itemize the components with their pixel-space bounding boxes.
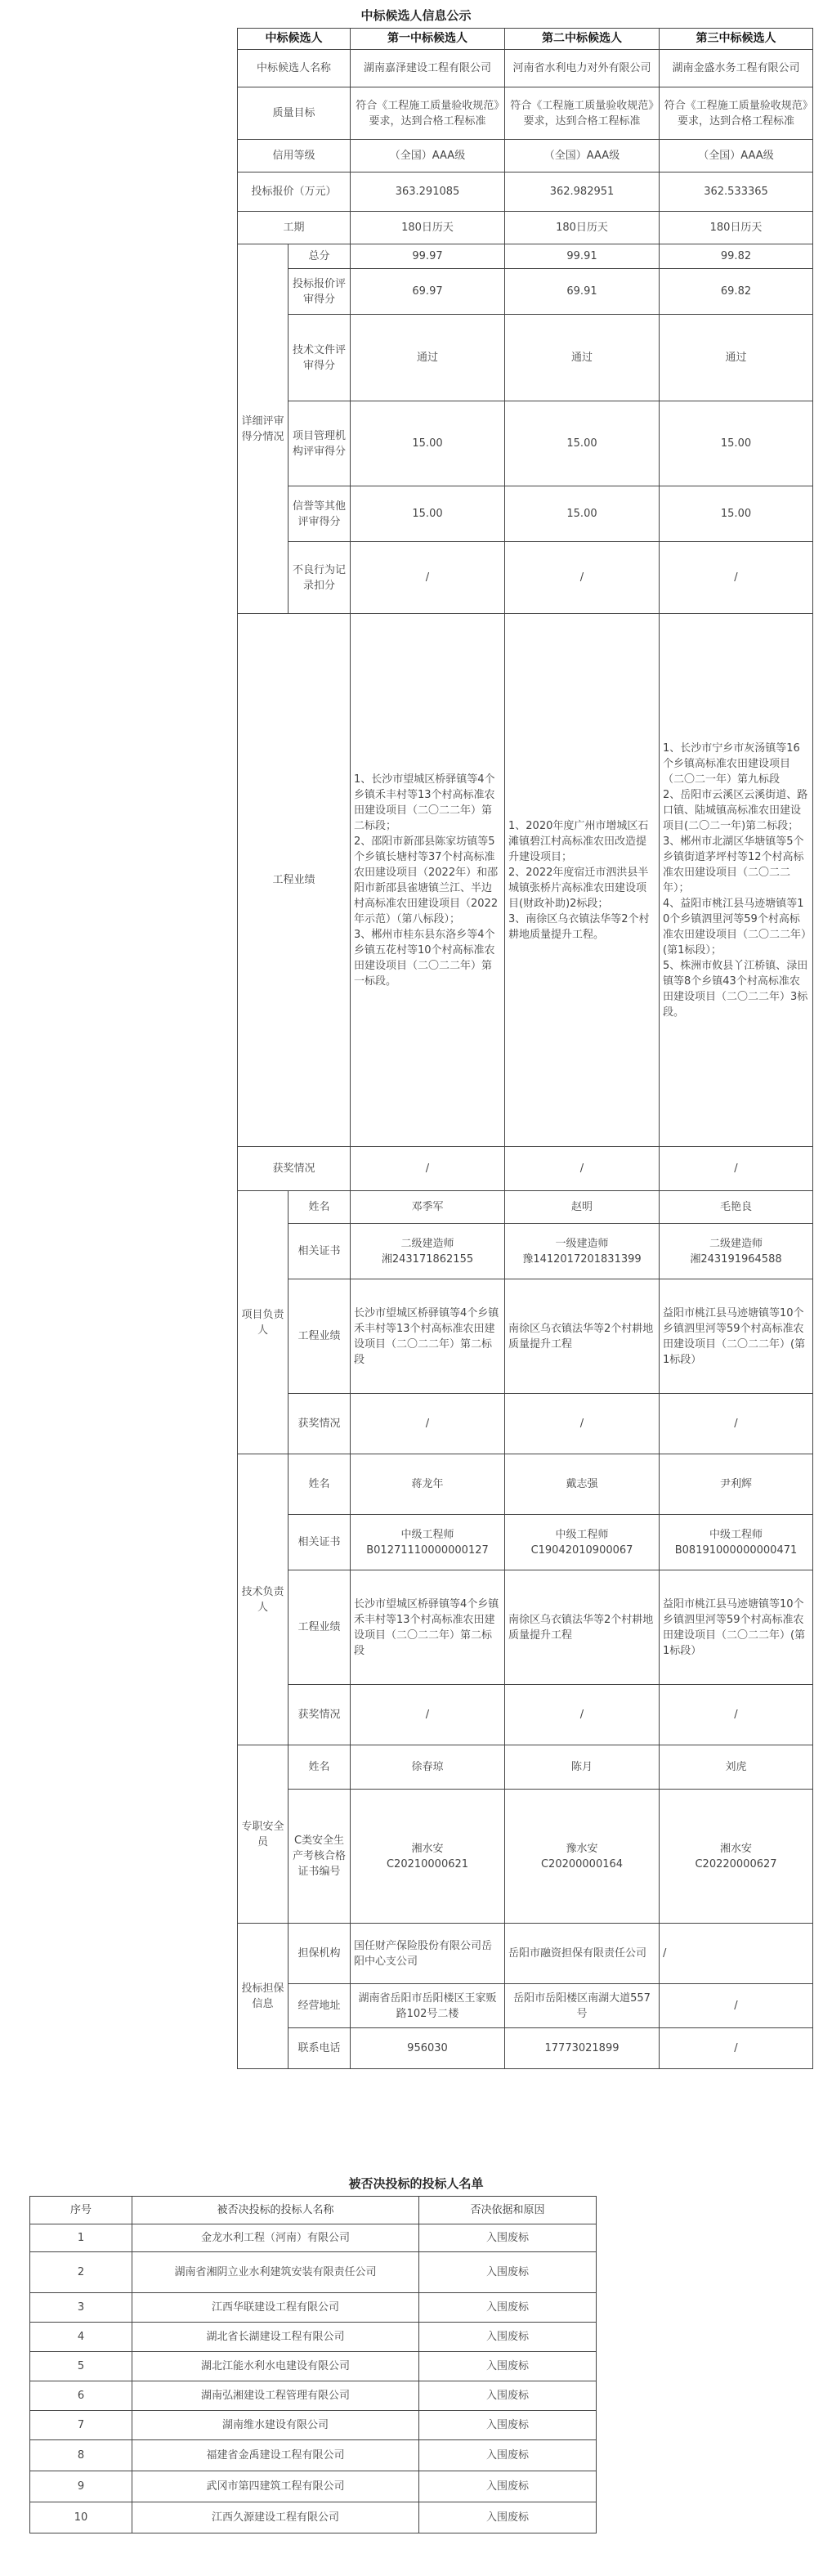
table-row — [238, 315, 813, 401]
row-label: 总分 — [289, 244, 351, 269]
table-row — [238, 212, 813, 244]
column-header: 第二中标候选人 — [505, 29, 660, 50]
table-cell: / — [660, 542, 813, 614]
group-label: 详细评审得分情况 — [238, 244, 289, 614]
table-cell: 南徐区乌衣镇法华等2个村耕地质量提升工程 — [505, 1570, 660, 1685]
table-cell: 15.00 — [351, 486, 505, 542]
table-cell: 河南省水利电力对外有限公司 — [505, 50, 660, 87]
table-cell: 99.82 — [660, 244, 813, 269]
table-cell: 中级工程师 C19042010900067 — [505, 1515, 660, 1570]
table-cell: 362.533365 — [660, 172, 813, 212]
row-label: 担保机构 — [289, 1924, 351, 1984]
table-row — [238, 244, 813, 269]
table-cell: 362.982951 — [505, 172, 660, 212]
table-cell: 戴志强 — [505, 1454, 660, 1515]
table-cell: 湖南省岳阳市岳阳楼区王家贩路102号二楼 — [351, 1984, 505, 2028]
table-cell: 180日历天 — [351, 212, 505, 244]
table-row — [238, 486, 813, 542]
table-cell: 符合《工程施工质量验收规范》要求，达到合格工程标准 — [351, 87, 505, 140]
row-label: 项目管理机构评审得分 — [289, 401, 351, 486]
table-cell: 99.97 — [351, 244, 505, 269]
column-header: 序号 — [30, 2197, 132, 2224]
table-cell: 9 — [30, 2471, 132, 2502]
table-cell: 通过 — [351, 315, 505, 401]
winner-candidates-table — [237, 28, 813, 2069]
table-row — [30, 2252, 597, 2293]
table-cell: / — [660, 1984, 813, 2028]
table-cell: 入围废标 — [419, 2471, 597, 2502]
row-label: C类安全生产考核合格证书编号 — [289, 1790, 351, 1924]
table-cell: 蒋龙年 — [351, 1454, 505, 1515]
table-cell: 二级建造师 湘243191964588 — [660, 1224, 813, 1279]
table-row — [30, 2224, 597, 2252]
table-cell: 1、长沙市宁乡市灰汤镇等16个乡镇高标准农田建设项目（二〇二一年）第九标段 2、岳阳市云溪区云溪街道、路口镇、陆城镇高标准农田建设项目(二〇二一年)第二标段； 3、郴州市北湖区华塘镇等5个乡镇街道茅坪村等12个村高标准农田建设项目（二〇二二年）； 4、益阳市桃江县马迹塘镇等10个乡镇泗里河等59个村高标准农田建设项目（二〇二二年）(第1标段）； 5、株洲市攸县丫江桥镇、渌田镇等8个乡镇43个村高标准农田建设项目（二〇二二年）3标段。 — [660, 614, 813, 1147]
table-row — [238, 1394, 813, 1454]
table-cell: / — [660, 1394, 813, 1454]
table-row — [30, 2411, 597, 2440]
table-cell: / — [351, 1685, 505, 1745]
table-cell: 江西久源建设工程有限公司 — [132, 2502, 419, 2533]
table-cell: 长沙市望城区桥驿镇等4个乡镇禾丰村等13个村高标准农田建设项目（二〇二二年）第二标段 — [351, 1570, 505, 1685]
table-row — [30, 2323, 597, 2352]
row-label: 获奖情况 — [289, 1685, 351, 1745]
table-cell: 入围废标 — [419, 2352, 597, 2381]
table-cell: 180日历天 — [660, 212, 813, 244]
table-cell: 中级工程师 B01271110000000127 — [351, 1515, 505, 1570]
row-label: 获奖情况 — [289, 1394, 351, 1454]
table-row — [238, 401, 813, 486]
table-cell: 1、长沙市望城区桥驿镇等4个乡镇禾丰村等13个村高标准农田建设项目（二〇二二年）第二标段； 2、邵阳市新邵县陈家坊镇等5个乡镇长塘村等37个村高标准农田建设项目（2022年）和邵阳市新邵县雀塘镇兰江、半边村高标准农田建设项目（2022年示范）（第八标段）； 3、郴州市桂东县东洛乡等4个乡镇五花村等10个村高标准农田建设项目（二〇二二年）第一标段。 — [351, 614, 505, 1147]
table-cell: / — [351, 542, 505, 614]
table-row — [238, 1790, 813, 1924]
row-label: 中标候选人名称 — [238, 50, 351, 87]
table-row — [238, 1745, 813, 1790]
table-cell: / — [505, 1147, 660, 1191]
winner-table-title: 中标候选人信息公示 — [360, 8, 472, 23]
table-cell: 湖南省湘阴立业水利建筑安装有限责任公司 — [132, 2252, 419, 2293]
table-cell: 福建省金禹建设工程有限公司 — [132, 2440, 419, 2471]
table-row — [30, 2471, 597, 2502]
table-cell: / — [660, 2028, 813, 2069]
table-cell: 符合《工程施工质量验收规范》要求，达到合格工程标准 — [660, 87, 813, 140]
table-cell: 69.91 — [505, 269, 660, 315]
table-cell: 入围废标 — [419, 2224, 597, 2252]
row-label: 投标报价（万元） — [238, 172, 351, 212]
table-cell: 180日历天 — [505, 212, 660, 244]
table-cell: 入围废标 — [419, 2323, 597, 2352]
table-cell: 5 — [30, 2352, 132, 2381]
row-label: 相关证书 — [289, 1224, 351, 1279]
table-cell: 刘虎 — [660, 1745, 813, 1790]
table-cell: 南徐区乌衣镇法华等2个村耕地质量提升工程 — [505, 1279, 660, 1394]
table-cell: 1、2020年度广州市增城区石滩镇碧江村高标准农田改造提升建设项目； 2、2022年度宿迁市泗洪县半城镇张桥片高标准农田建设项目(财政补助)2标段； 3、南徐区乌衣镇法华等2个村耕地质量提升工程。 — [505, 614, 660, 1147]
table-cell: / — [505, 1685, 660, 1745]
rejected-table-title: 被否决投标的投标人名单 — [348, 2176, 484, 2191]
row-label: 技术文件评审得分 — [289, 315, 351, 401]
table-cell: 武冈市第四建筑工程有限公司 — [132, 2471, 419, 2502]
table-cell: 6 — [30, 2381, 132, 2411]
group-label: 专职安全员 — [238, 1745, 289, 1924]
column-header: 被否决投标的投标人名称 — [132, 2197, 419, 2224]
table-row — [238, 1191, 813, 1224]
row-label: 不良行为记录扣分 — [289, 542, 351, 614]
column-header: 中标候选人 — [238, 29, 351, 50]
table-cell: 邓季军 — [351, 1191, 505, 1224]
table-row — [238, 1147, 813, 1191]
table-cell: 69.97 — [351, 269, 505, 315]
table-cell: / — [351, 1147, 505, 1191]
table-cell: 岳阳市岳阳楼区南湖大道557号 — [505, 1984, 660, 2028]
table-cell: / — [351, 1394, 505, 1454]
table-cell: （全国）AAA级 — [505, 140, 660, 172]
row-label: 经营地址 — [289, 1984, 351, 2028]
group-label: 项目负责人 — [238, 1191, 289, 1454]
table-header-row — [30, 2197, 597, 2224]
column-header: 否决依据和原因 — [419, 2197, 597, 2224]
table-cell: 入围废标 — [419, 2381, 597, 2411]
table-row — [238, 140, 813, 172]
row-label: 质量目标 — [238, 87, 351, 140]
row-label: 信誉等其他评审得分 — [289, 486, 351, 542]
table-cell: 豫水安 C20200000164 — [505, 1790, 660, 1924]
row-label: 工程业绩 — [289, 1279, 351, 1394]
table-row — [238, 1984, 813, 2028]
table-cell: （全国）AAA级 — [351, 140, 505, 172]
table-cell: 8 — [30, 2440, 132, 2471]
table-cell: 中级工程师 B08191000000000471 — [660, 1515, 813, 1570]
table-row — [238, 1685, 813, 1745]
table-cell: 江西华联建设工程有限公司 — [132, 2293, 419, 2323]
table-cell: 长沙市望城区桥驿镇等4个乡镇禾丰村等13个村高标准农田建设项目（二〇二二年）第二标段 — [351, 1279, 505, 1394]
table-cell: 69.82 — [660, 269, 813, 315]
table-row — [238, 1515, 813, 1570]
table-cell: 363.291085 — [351, 172, 505, 212]
table-cell: 956030 — [351, 2028, 505, 2069]
table-cell: 通过 — [660, 315, 813, 401]
table-cell: 湘水安 C20210000621 — [351, 1790, 505, 1924]
table-cell: 4 — [30, 2323, 132, 2352]
table-cell: 岳阳市融资担保有限责任公司 — [505, 1924, 660, 1984]
table-row — [238, 2028, 813, 2069]
row-label: 相关证书 — [289, 1515, 351, 1570]
table-cell: 15.00 — [351, 401, 505, 486]
table-cell: 15.00 — [660, 401, 813, 486]
table-cell: 15.00 — [505, 401, 660, 486]
table-row — [238, 542, 813, 614]
table-cell: / — [505, 1394, 660, 1454]
table-cell: 湖北江能水利水电建设有限公司 — [132, 2352, 419, 2381]
table-row — [30, 2440, 597, 2471]
table-cell: / — [660, 1685, 813, 1745]
table-cell: 入围废标 — [419, 2440, 597, 2471]
row-label: 获奖情况 — [238, 1147, 351, 1191]
table-cell: （全国）AAA级 — [660, 140, 813, 172]
table-cell: 国任财产保险股份有限公司岳阳中心支公司 — [351, 1924, 505, 1984]
table-row — [238, 172, 813, 212]
row-label: 信用等级 — [238, 140, 351, 172]
row-label: 工程业绩 — [238, 614, 351, 1147]
table-cell: 1 — [30, 2224, 132, 2252]
table-cell: 15.00 — [660, 486, 813, 542]
row-label: 工期 — [238, 212, 351, 244]
table-cell: / — [505, 542, 660, 614]
table-cell: 湖南金盛水务工程有限公司 — [660, 50, 813, 87]
table-row — [30, 2293, 597, 2323]
column-header: 第三中标候选人 — [660, 29, 813, 50]
table-cell: 7 — [30, 2411, 132, 2440]
row-label: 联系电话 — [289, 2028, 351, 2069]
table-cell: 湖南维水建设有限公司 — [132, 2411, 419, 2440]
table-row — [238, 1224, 813, 1279]
table-cell: 湖南嘉泽建设工程有限公司 — [351, 50, 505, 87]
table-cell: 通过 — [505, 315, 660, 401]
table-row — [30, 2352, 597, 2381]
table-cell: 尹利辉 — [660, 1454, 813, 1515]
table-row — [238, 1924, 813, 1984]
table-cell: 入围废标 — [419, 2252, 597, 2293]
row-label: 工程业绩 — [289, 1570, 351, 1685]
table-row — [238, 1279, 813, 1394]
column-header: 第一中标候选人 — [351, 29, 505, 50]
table-row — [238, 87, 813, 140]
table-cell: 10 — [30, 2502, 132, 2533]
table-cell: 入围废标 — [419, 2293, 597, 2323]
table-cell: 陈月 — [505, 1745, 660, 1790]
table-cell: 湖北省长湖建设工程有限公司 — [132, 2323, 419, 2352]
table-cell: 2 — [30, 2252, 132, 2293]
table-cell: 17773021899 — [505, 2028, 660, 2069]
table-cell: 益阳市桃江县马迹塘镇等10个乡镇泗里河等59个村高标准农田建设项目（二〇二二年）(第1标段） — [660, 1279, 813, 1394]
row-label: 姓名 — [289, 1191, 351, 1224]
table-row — [238, 1570, 813, 1685]
table-row — [30, 2381, 597, 2411]
table-cell: 15.00 — [505, 486, 660, 542]
table-row — [238, 29, 813, 50]
row-label: 姓名 — [289, 1454, 351, 1515]
table-row — [30, 2502, 597, 2533]
row-label: 姓名 — [289, 1745, 351, 1790]
table-cell: 益阳市桃江县马迹塘镇等10个乡镇泗里河等59个村高标准农田建设项目（二〇二二年）(第1标段） — [660, 1570, 813, 1685]
table-cell: 二级建造师 湘243171862155 — [351, 1224, 505, 1279]
table-cell: 毛艳良 — [660, 1191, 813, 1224]
table-cell: / — [660, 1147, 813, 1191]
table-cell: 赵明 — [505, 1191, 660, 1224]
table-row — [238, 269, 813, 315]
table-cell: 符合《工程施工质量验收规范》要求，达到合格工程标准 — [505, 87, 660, 140]
row-label: 投标报价评审得分 — [289, 269, 351, 315]
group-label: 技术负责人 — [238, 1454, 289, 1745]
table-cell: 一级建造师 豫1412017201831399 — [505, 1224, 660, 1279]
table-cell: 入围废标 — [419, 2502, 597, 2533]
table-cell: / — [660, 1924, 813, 1984]
table-cell: 湘水安 C20220000627 — [660, 1790, 813, 1924]
group-label: 投标担保信息 — [238, 1924, 289, 2069]
rejected-bidders-table — [29, 2196, 597, 2533]
table-cell: 湖南弘湘建设工程管理有限公司 — [132, 2381, 419, 2411]
table-cell: 入围废标 — [419, 2411, 597, 2440]
table-cell: 徐春琼 — [351, 1745, 505, 1790]
table-cell: 3 — [30, 2293, 132, 2323]
table-row — [238, 50, 813, 87]
table-row — [238, 614, 813, 1147]
table-cell: 99.91 — [505, 244, 660, 269]
table-row — [238, 1454, 813, 1515]
table-cell: 金龙水利工程（河南）有限公司 — [132, 2224, 419, 2252]
